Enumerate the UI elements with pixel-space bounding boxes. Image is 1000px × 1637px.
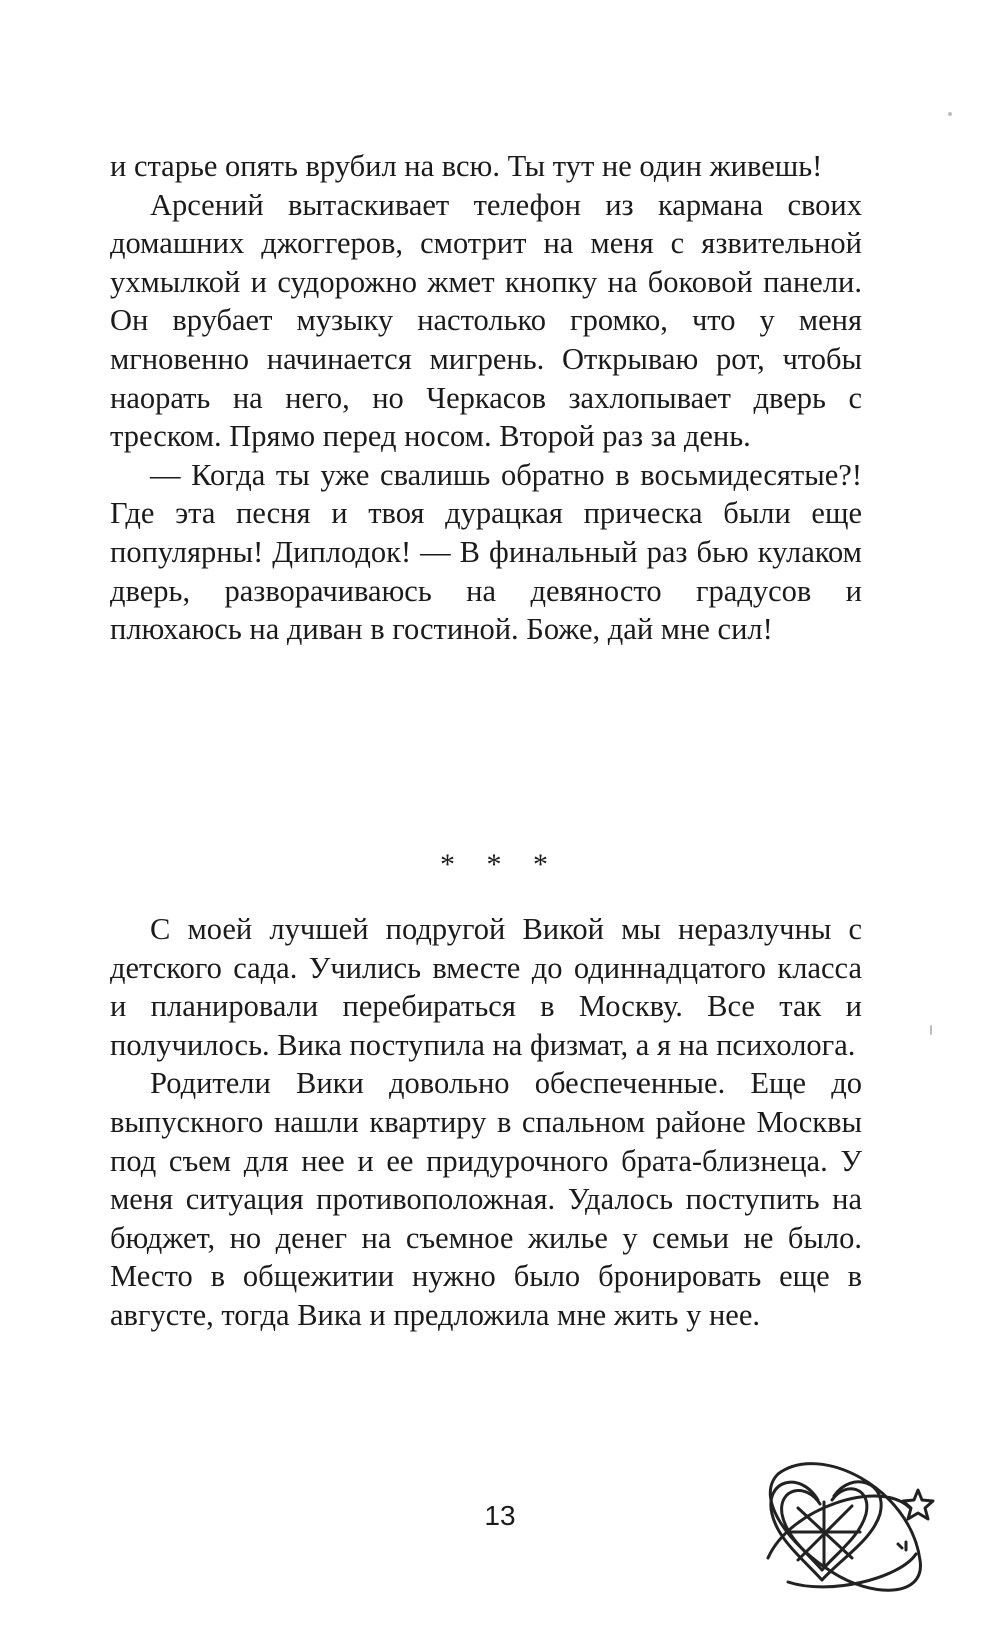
paper-speck [948, 112, 952, 116]
paragraph: Родители Вики довольно обеспеченные. Еще до выпускного нашли квартиру в спальном районе Москвы под съем для нее и ее придурочного брата-близнеца. У меня ситуация противоположная. Удалось поступить на бюджет, но денег на съемное жилье у семьи не было. Место в общежитии нужно было бронировать еще в августе, тогда Вика и предложила мне жить у нее. [110, 1066, 862, 1332]
text-block-top [110, 147, 862, 649]
section-break: * * * [440, 848, 560, 881]
page-number: 13 [484, 1500, 516, 1531]
paragraph: С моей лучшей подругой Викой мы неразлучны с детского сада. Учились вместе до одиннадцатого класса и планировали перебираться в Москву. Все так и получилось. Вика поступила на физмат, а я на психолога. [110, 912, 862, 1062]
paragraph: — Когда ты уже свалишь обратно в восьмидесятые?! Где эта песня и твоя дурацкая прическа были еще популярны! Диплодок! — В финальный раз бью кулаком дверь, разворачиваюсь на девяносто градусов и плюхаюсь на диван в гостиной. Боже, дай мне сил! [110, 457, 862, 647]
paragraph: и старье опять врубил на всю. Ты тут не один живешь! [110, 149, 823, 183]
text-block-bottom [110, 910, 862, 1335]
heart-orbit-star-ornament-icon [760, 1448, 950, 1608]
paragraph: Арсений вытаскивает телефон из кармана своих домашних джоггеров, смотрит на меня с язвительной ухмылкой и судорожно жмет кнопку на боковой панели. Он врубает музыку настолько громко, что у меня мгновенно начинается мигрень. Открываю рот, чтобы наорать на него, но Черкасов захлопывает дверь с треском. Прямо перед носом. Второй раз за день. [110, 187, 862, 454]
paper-speck [930, 1025, 932, 1035]
